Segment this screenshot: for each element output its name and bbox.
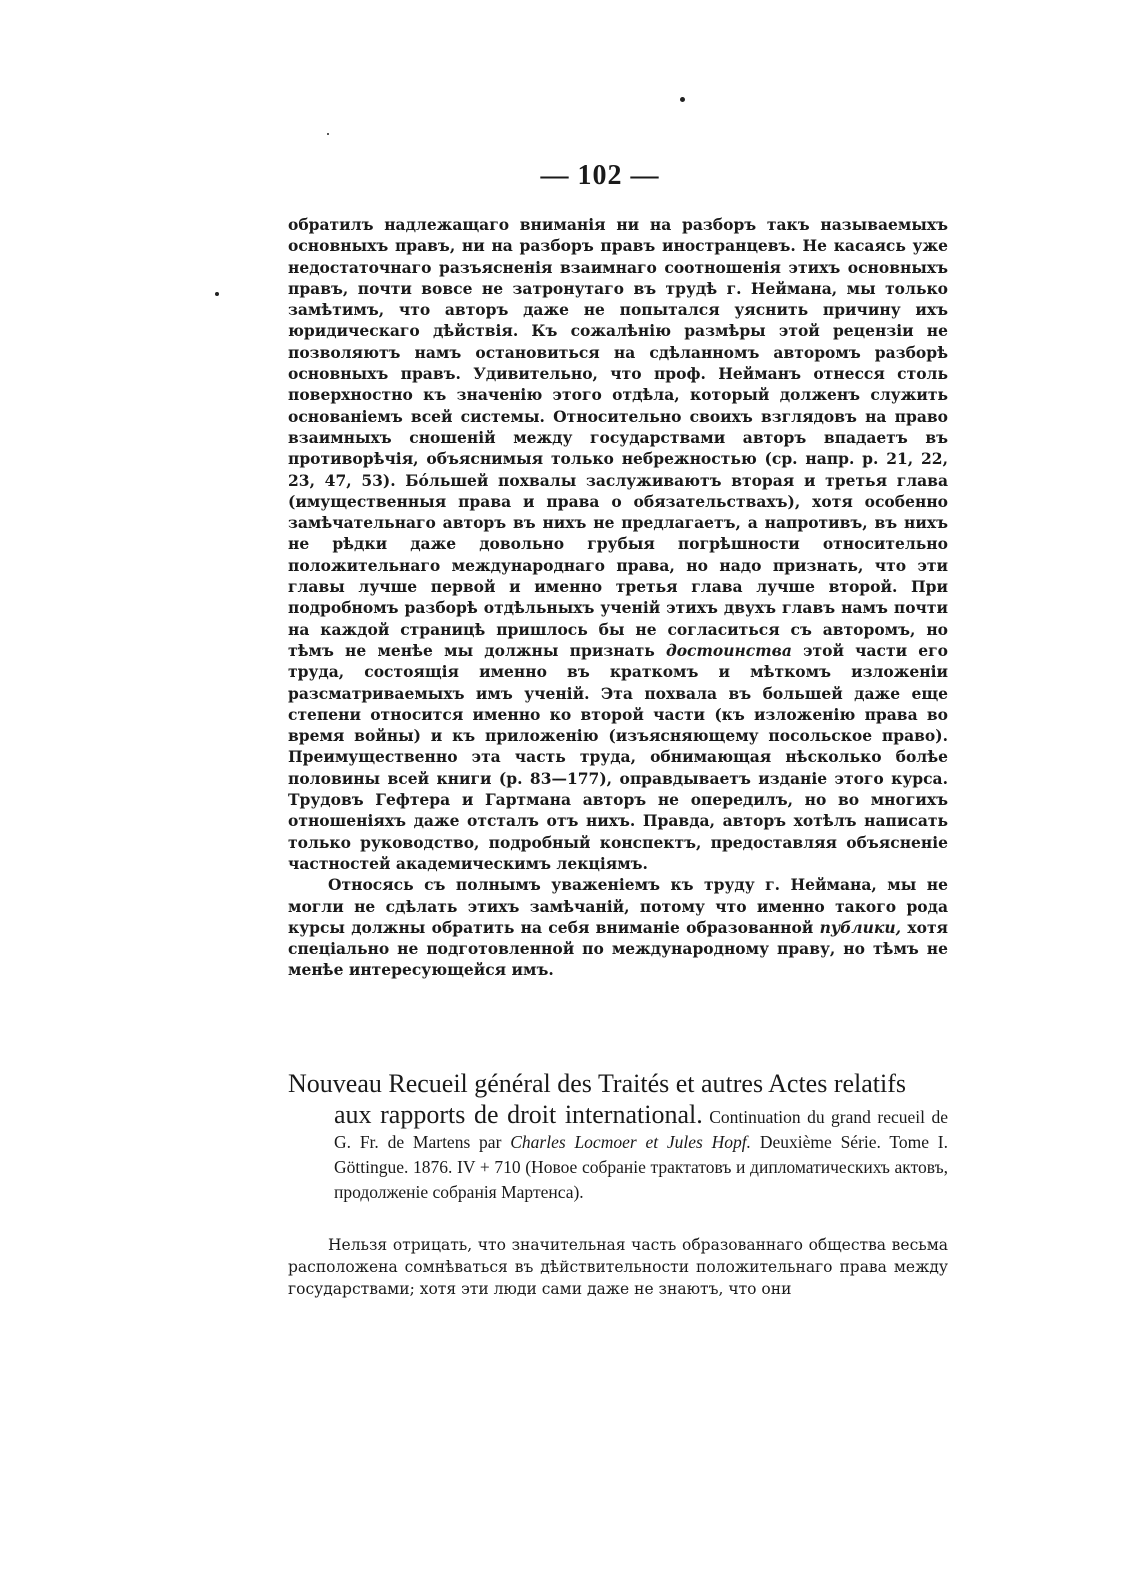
editors: Charles Locmoer et Jules Hopf.	[510, 1132, 752, 1152]
review-citation: aux rapports de droit international. Continuation du grand recueil de G. Fr. de Martens par Charles Locmoer et Jules Hopf. Deuxième Série. Tome I. Göttingue. 1876. IV + 710 (Новое собраніе трактатовъ и дипломатическихъ актовъ, продолженіе собранія Мартенса).	[334, 1100, 949, 1202]
paragraph: Относясь съ полнымъ уваженіемъ къ труду г. Неймана, мы не могли не сдѣлать этихъ замѣчаній, потому что именно такого рода курсы должны обратить на себя вниманіе образованной публики, хотя спеціально не подготовленной по международному праву, но тѣмъ не менѣе интересующейся имъ.	[288, 875, 948, 980]
emphasis: публики,	[819, 917, 902, 937]
scan-speck	[327, 133, 329, 135]
emphasis: достоинства	[665, 640, 792, 660]
review-heading	[288, 1068, 948, 1205]
review-title-line2: aux rapports de droit international.	[334, 1100, 703, 1129]
review-title-line1: Nouveau Recueil général des Traités et autres Actes relatifs	[288, 1069, 907, 1098]
scan-speck	[680, 97, 685, 102]
review-continuation-text	[288, 214, 948, 981]
paragraph: обратилъ надлежащаго вниманія ни на разборъ такъ называемыхъ основныхъ правъ, ни на разборъ правъ иностранцевъ. Не касаясь уже недостаточнаго разъясненія взаимнаго соотношенія этихъ основныхъ правъ, почти вовсе не затронутаго въ трудѣ г. Неймана, мы только замѣтимъ, что авторъ даже не попытался уяснить причину ихъ юридическаго дѣйствія. Къ сожалѣнію размѣры этой рецензіи не позволяютъ намъ остановиться на сдѣланномъ авторомъ разборѣ основныхъ правъ. Удивительно, что проф. Нейманъ отнесся столь поверхностно къ значенію этого отдѣла, который долженъ служить основаніемъ всей системы. Относительно своихъ взглядовъ на право взаимныхъ сношеній между государствами авторъ впадаетъ въ противорѣчія, объяснимыя только небрежностью (ср. напр. р. 21, 22, 23, 47, 53). Бо́льшей похвалы заслуживаютъ вторая и третья глава (имущественныя права и права о обязательствахъ), хотя особенно замѣчательнаго авторъ въ нихъ не предлагаетъ, а напротивъ, въ нихъ не рѣдки даже довольно грубыя погрѣшности относительно положительнаго международнаго права, но надо признать, что эти главы лучше первой и именно третья глава лучше второй. При подробномъ разборѣ отдѣльныхъ ученій этихъ двухъ главъ намъ почти на каждой страницѣ пришлось бы не согласиться съ авторомъ, но тѣмъ не менѣе мы должны признать достоинства этой части его труда, состоящія именно въ краткомъ и мѣткомъ изложеніи разсматриваемыхъ имъ ученій. Эта похвала въ большей даже еще степени относится именно ко второй части (къ изложенію права во время войны) и къ приложенію (изъясняющему посольское право). Преимущественно эта часть труда, обнимающая нѣсколько болѣе половины всей книги (р. 83—177), оправдываетъ изданіе этого курса. Трудовъ Гефтера и Гартмана авторъ не опередилъ, но во многихъ отношеніяхъ даже отсталъ отъ нихъ. Правда, авторъ хотѣлъ написать только руководство, подробный конспектъ, предоставляя объясненіе частностей академическимъ лекціямъ.	[288, 215, 948, 873]
scan-speck	[215, 292, 219, 296]
page-number: — 102 —	[540, 160, 660, 191]
review-text: Нельзя отрицать, что значительная часть образованнаго общества весьма расположена сомнѣваться въ дѣйствительности положительнаго права между государствами; хотя эти люди сами даже не знаютъ, что они	[288, 1236, 948, 1298]
